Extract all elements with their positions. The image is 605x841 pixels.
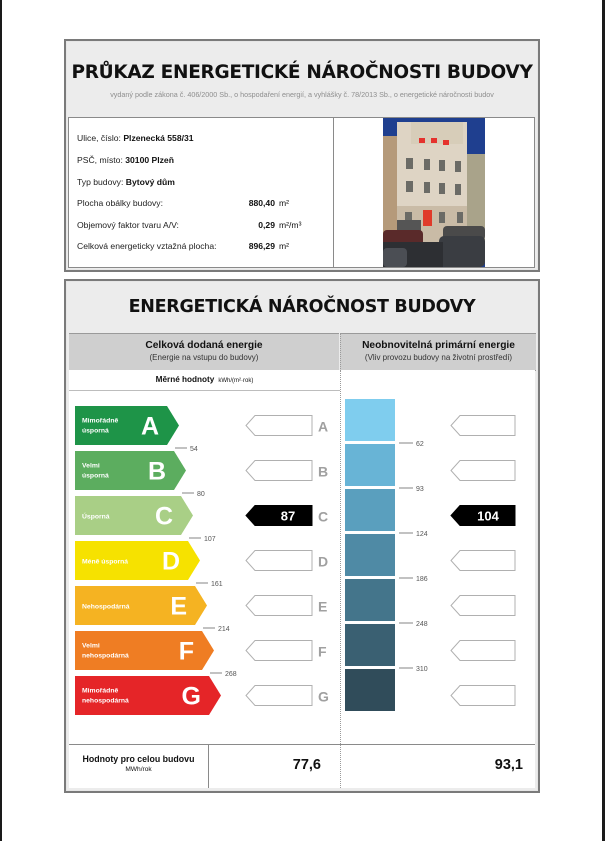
class-bar-b bbox=[75, 451, 186, 490]
envelope-unit: m² bbox=[279, 198, 290, 208]
empty-primary-marker bbox=[451, 641, 515, 661]
primary-threshold-label: 310 bbox=[416, 666, 428, 673]
envelope-value: 880,40 bbox=[248, 198, 275, 208]
whole-building-label-cell bbox=[69, 745, 209, 788]
marker-class-letter: D bbox=[318, 553, 329, 570]
reference-area-unit: m² bbox=[279, 241, 290, 251]
delivered-threshold-label: 268 bbox=[225, 671, 237, 678]
primary-threshold-label: 248 bbox=[416, 621, 428, 628]
bottom-divider bbox=[340, 745, 341, 788]
primary-scale-block-d bbox=[345, 534, 395, 576]
marker-class-letter: F bbox=[318, 643, 327, 660]
street-row bbox=[77, 133, 194, 143]
delivered-energy-header bbox=[69, 333, 339, 371]
class-name: nehospodárná bbox=[82, 697, 129, 705]
marker-class-letter: B bbox=[318, 463, 329, 480]
delivered-threshold-label: 161 bbox=[211, 581, 223, 588]
primary-scale-block-c bbox=[345, 489, 395, 531]
city-value: 30100 Plzeň bbox=[125, 155, 174, 165]
marker-class-letter: C bbox=[318, 508, 329, 525]
type-label: Typ budovy: bbox=[77, 177, 124, 187]
class-name: úsporná bbox=[82, 427, 109, 435]
class-letter-c: C bbox=[154, 502, 173, 531]
building-photo bbox=[383, 118, 485, 267]
type-row bbox=[77, 177, 175, 187]
marker-class-letter: G bbox=[318, 688, 329, 705]
street-label: Ulice, číslo: bbox=[77, 133, 121, 143]
delivered-threshold-label: 54 bbox=[190, 446, 198, 453]
marker-class-letter: E bbox=[318, 598, 328, 615]
empty-primary-marker bbox=[451, 416, 515, 436]
certificate-subtitle: vydaný podle zákona č. 406/2000 Sb., o hospodaření energií, a vyhlášky č. 78/2013 Sb., o energetické náročnosti budov bbox=[110, 90, 494, 99]
primary-scale-block-f bbox=[345, 624, 395, 666]
page-edge-left bbox=[0, 0, 2, 841]
class-letter-g: G bbox=[181, 682, 201, 711]
delivered-threshold-label: 107 bbox=[204, 536, 216, 543]
shape-factor-unit: m²/m³ bbox=[279, 220, 302, 230]
empty-primary-marker bbox=[451, 551, 515, 571]
empty-primary-marker bbox=[451, 596, 515, 616]
primary-energy-header bbox=[340, 333, 536, 371]
delivered-threshold-label: 80 bbox=[197, 491, 205, 498]
total-delivered-energy: 77,6 bbox=[292, 757, 321, 773]
class-letter-a: A bbox=[140, 412, 159, 441]
delivered-energy-subtitle: (Energie na vstupu do budovy) bbox=[149, 353, 259, 362]
primary-scale-block-g bbox=[345, 669, 395, 711]
class-name: Mimořádně bbox=[82, 417, 119, 425]
class-bar-a bbox=[75, 406, 179, 445]
building-info-box bbox=[68, 117, 334, 268]
whole-building-row bbox=[69, 744, 535, 788]
reference-area-label: Celková energeticky vztažná plocha: bbox=[77, 241, 217, 251]
class-name: Mimořádně bbox=[82, 687, 119, 695]
marker-class-letter: A bbox=[318, 418, 329, 435]
primary-threshold-label: 186 bbox=[416, 576, 428, 583]
class-name: nehospodárná bbox=[82, 652, 129, 660]
envelope-label: Plocha obálky budovy: bbox=[77, 198, 163, 208]
class-letter-d: D bbox=[161, 547, 180, 576]
shape-factor-label: Objemový faktor tvaru A/V: bbox=[77, 220, 179, 230]
empty-class-marker bbox=[246, 686, 312, 706]
primary-threshold-label: 124 bbox=[416, 531, 428, 538]
rating-scale-svg bbox=[69, 370, 535, 744]
primary-energy-value: 104 bbox=[477, 508, 499, 524]
delivered-energy-marker bbox=[246, 506, 312, 526]
empty-class-marker bbox=[246, 416, 312, 436]
specific-values-label: Měrné hodnoty bbox=[155, 375, 215, 384]
class-name: Velmi bbox=[82, 462, 100, 470]
city-label: PSČ, místo: bbox=[77, 155, 123, 165]
primary-scale-block-e bbox=[345, 579, 395, 621]
class-letter-e: E bbox=[170, 592, 187, 621]
class-name: Nehospodárná bbox=[82, 603, 130, 611]
building-photo-box bbox=[333, 117, 535, 268]
primary-scale-block-a bbox=[345, 399, 395, 441]
empty-class-marker bbox=[246, 461, 312, 481]
empty-class-marker bbox=[246, 596, 312, 616]
performance-title: ENERGETICKÁ NÁROČNOST BUDOVY bbox=[128, 297, 476, 317]
class-name: Úsporná bbox=[82, 513, 110, 521]
primary-energy-subtitle: (Vliv provozu budovy na životní prostředí) bbox=[364, 353, 513, 362]
empty-primary-marker bbox=[451, 461, 515, 481]
class-name: Méně úsporná bbox=[82, 558, 129, 566]
delivered-energy-value: 87 bbox=[280, 508, 296, 524]
certificate-title: PRŮKAZ ENERGETICKÉ NÁROČNOSTI BUDOVY bbox=[71, 62, 533, 83]
class-letter-b: B bbox=[147, 457, 166, 486]
whole-building-unit: MWh/rok bbox=[125, 766, 152, 773]
primary-threshold-label: 62 bbox=[416, 441, 424, 448]
type-value: Bytový dům bbox=[125, 177, 175, 187]
delivered-threshold-label: 214 bbox=[218, 626, 230, 633]
reference-area-value: 896,29 bbox=[248, 241, 275, 251]
class-letter-f: F bbox=[178, 637, 194, 666]
primary-scale-block-b bbox=[345, 444, 395, 486]
shape-factor-value: 0,29 bbox=[258, 220, 275, 230]
city-row bbox=[77, 155, 174, 165]
class-name: Velmi bbox=[82, 642, 100, 650]
energy-rating-chart bbox=[69, 370, 535, 744]
primary-threshold-label: 93 bbox=[416, 486, 424, 493]
total-primary-energy: 93,1 bbox=[494, 757, 523, 773]
empty-class-marker bbox=[246, 551, 312, 571]
certificate-header-card bbox=[64, 39, 540, 272]
energy-performance-card bbox=[64, 279, 540, 793]
delivered-energy-title: Celková dodaná energie bbox=[145, 340, 263, 351]
specific-values-unit: kWh/(m²·rok) bbox=[218, 378, 254, 384]
street-value: Plzenecká 558/31 bbox=[123, 133, 194, 143]
primary-energy-title: Neobnovitelná primární energie bbox=[362, 340, 515, 351]
whole-building-label: Hodnoty pro celou budovu bbox=[82, 754, 195, 764]
class-name: úsporná bbox=[82, 472, 109, 480]
empty-class-marker bbox=[246, 641, 312, 661]
empty-primary-marker bbox=[451, 686, 515, 706]
